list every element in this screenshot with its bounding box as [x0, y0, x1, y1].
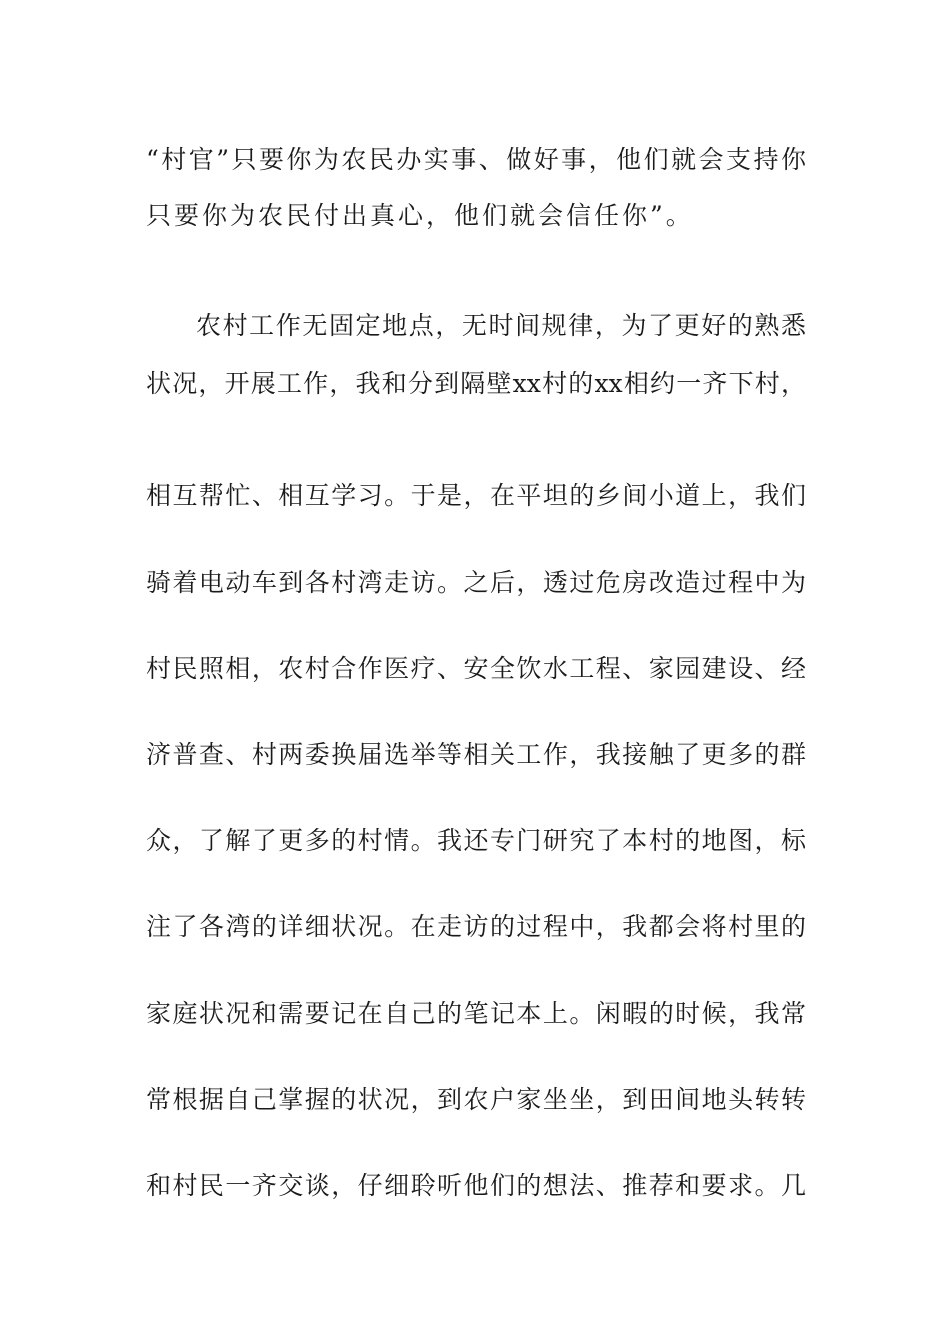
text-line: 众，了解了更多的村情。我还专门研究了本村的地图，标: [146, 826, 806, 855]
text-line: 相互帮忙、相互学习。于是，在平坦的乡间小道上，我们: [146, 481, 806, 510]
text-line: 济普查、村两委换届选举等相关工作，我接触了更多的群: [146, 740, 806, 769]
text-line: 只要你为农民付出真心，他们就会信任你”。: [146, 201, 694, 230]
text-line: 状况，开展工作，我和分到隔壁xx村的xx相约一齐下村，: [146, 369, 806, 398]
text-line: 家庭状况和需要记在自己的笔记本上。闲暇的时候，我常: [146, 999, 806, 1028]
text-line: 村民照相，农村合作医疗、安全饮水工程、家园建设、经: [146, 654, 806, 683]
text-line: “村官”只要你为农民办实事、做好事，他们就会支持你: [146, 145, 806, 174]
text-line: 骑着电动车到各村湾走访。之后，透过危房改造过程中为: [146, 568, 806, 597]
text-line: 注了各湾的详细状况。在走访的过程中，我都会将村里的: [146, 912, 806, 941]
text-line: 和村民一齐交谈，仔细聆听他们的想法、推荐和要求。几: [146, 1171, 806, 1200]
paragraph-first-line: 农村工作无固定地点，无时间规律，为了更好的熟悉: [196, 311, 806, 340]
text-line: 常根据自己掌握的状况，到农户家坐坐，到田间地头转转: [146, 1085, 806, 1114]
